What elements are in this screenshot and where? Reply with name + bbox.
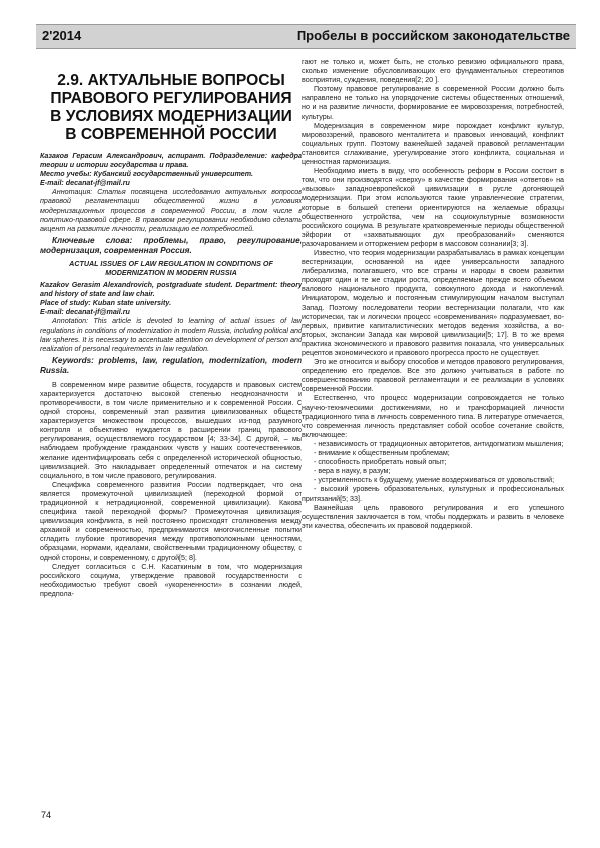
list-item: - внимание к общественным проблемам; — [314, 449, 450, 458]
right-column — [302, 58, 564, 818]
running-header — [36, 24, 576, 49]
body-paragraph: Следует согласиться с С.Н. Касаткиным в том, что модернизация российского социума, утверждение правовой государственности с необходимостью требуют своей «укорененности» в сознании людей, предпола- — [40, 562, 302, 598]
email-ru: E-mail: decanat-jf@mail.ru — [40, 179, 130, 188]
list-item: - высокий уровень образовательных, культурных и профессиональных притязаний[5; 33]. — [302, 485, 564, 503]
author-en: Kazakov Gerasim Alexandrovich, postgraduate student. Department: theory and history of state and law chair. — [40, 281, 302, 299]
keywords-ru: Ключевые слова: проблемы, право, регулирование, модернизация, современная Россия. — [40, 235, 302, 255]
list-item: - независимость от традиционных авторитетов, антидогматизм мышления; — [314, 439, 564, 448]
left-column — [40, 60, 302, 820]
annotation-en: Annotation: This article is devoted to learning of actual issues of law regulations in conditions of modernization in modern Russia, including political and law spheres. It is necessary to accentuate attention on development of person and realization of personal requirements in law regulation. — [40, 317, 302, 353]
body-paragraph: Известно, что теория модернизации разрабатывалась в рамках концепции вестернизации, основанной на идее универсальности западного либерализма, полагавшего, что все страны и народы в своем развитии проходят один и те же стадии роста, определяемые прежде всего объемом валового национального продукта, совокупного дохода и накоплений. Инициатором, моделью и постоянным стимулирующим началом выступал Запад. Поэтому последователи теории вестернизации полагали, что как исторически, так и логически процесс «современивания» подразумевает, во-первых, привитие капиталистических методов ведения хозяйства, а во-вторых, экспансии Запада как мировой цивилизации[5; 17]. В то же время практика экономического и правового развития показала, что универсальных рецептов экономического и правового прогресса просто не существует. — [302, 248, 564, 357]
section-title: Пробелы в российском законодательстве — [296, 28, 570, 43]
body-paragraph: В современном мире развитие обществ, государств и правовых систем характеризуется достаточно высокой степенью неоднозначности и противоречивости, в том числе применительно и к современной России. С одной стороны, современный этап развития цивилизованных обществ характеризуется множеством процессов, вышедших из-под разумного контроля и объективно нуждается в расширении границ правового регулирования, осуществляемого государством [4; 33-34]. С другой, – мы наблюдаем пробуждение гражданских чувств у наших соотечественников, желание идентифицировать себя с определенной исторической общностью, цивилизацией. Это накладывает определенный отпечаток и на систему социального, в том числе правового, регулирования. — [40, 380, 302, 480]
annotation-ru: Аннотация: Статья посвящена исследованию актуальных вопросов правовой регламентации общественной жизни в условиях модернизационных процессов в современной России, в том числе в политико-правовой сфере. В правовом регулировании необходимо сделать акцент на развитие личности, реализацию ее потребностей. — [40, 188, 302, 233]
list-item: - вера в науку, в разум; — [314, 467, 391, 476]
body-paragraph: гают не только и, может быть, не столько ревизию официального права, сколько изменение обусловливающих его фундаментальных стереотипов восприятия, суждения, поведения[2; 20 ]. — [302, 58, 564, 85]
body-paragraph: Естественно, что процесс модернизации сопровождается не только научно-техническими достижениями, но и трансформацией личности традиционного типа в личность современного типа. В литературе отмечается, что современная личность представляет собой особое сочетание свойств, включающее: — [302, 394, 564, 439]
place-of-study-ru: Место учебы: Кубанский государственный университет. — [40, 170, 254, 179]
body-paragraph: Это же относится и выбору способов и методов правового регулирования, определению его пределов. Все это должно учитываться в работе по совершенствованию правовой регламентации и ее реализации в условиях современной России. — [302, 358, 564, 394]
place-of-study-en: Place of study: Kuban state university. — [40, 299, 172, 308]
body-paragraph: Важнейшая цель правового регулирования и его успешного осуществления заключается в том, чтобы поддержать и развить в человеке эти качества, обеспечить их правовой поддержкой. — [302, 503, 564, 530]
email-en: E-mail: decanat-jf@mail.ru — [40, 308, 130, 317]
body-paragraph: Поэтому правовое регулирование в современной России должно быть направлено не только на упорядочение системы общественных отношений, но и на развитие личности, формирование ее мировоззрения, потребностей, культуры. — [302, 85, 564, 121]
list-item: - способность приобретать новый опыт; — [314, 458, 447, 467]
page-number: 74 — [41, 810, 52, 820]
issue-number: 2'2014 — [42, 28, 82, 43]
article-title-en: ACTUAL ISSUES OF LAW REGULATION IN CONDITIONS OF MODERNIZATION IN MODERN RUSSIA — [69, 259, 273, 277]
body-paragraph: Необходимо иметь в виду, что особенность реформ в России состоит в том, что они производятся «сверху» в качестве формирования «ответов» на «вызовы» западноевропейской цивилизации в русле догоняющей модернизации. При этом используются такие управленческие стратегии, которые в большей степени ориентируются на желаемые образцы общественного устройства, чем на социокультурные возможности российского социума. В результате кратковременные периоды общественной эйфории от «захватывающих дух преобразований» сменяются разочарованием и отторжением реформ в массовом сознании[3; 3]. — [302, 167, 564, 248]
keywords-en: Keywords: problems, law, regulation, modernization, modern Russia. — [40, 355, 302, 375]
article-title: 2.9. АКТУАЛЬНЫЕ ВОПРОСЫ ПРАВОВОГО РЕГУЛИРОВАНИЯ В УСЛОВИЯХ МОДЕРНИЗАЦИИ В СОВРЕМЕННОЙ РОССИИ — [50, 72, 292, 143]
list-item: - устремленность к будущему, умение воздерживаться от удовольствий; — [314, 476, 555, 485]
body-paragraph: Модернизация в современном мире порождает конфликт культур, мировоззрений, правового менталитета и правовых инноваций, конфликт социальных групп. Поэтому важнейшей задачей правовой регламентации становится сглаживание, урегулирование этого конфликта, социальная и ценностная гармонизация. — [302, 121, 564, 167]
author-ru: Казаков Герасим Александрович, аспирант. Подразделение: кафедра теории и истории государства и права. — [40, 152, 302, 170]
body-paragraph: Специфика современного развития России подтверждает, что она является промежуточной цивилизацией (переходной формой от традиционной к нетрадиционной, современной цивилизации). Какова специфика такой переходной формы? Промежуточная цивилизация-цивилизация конфликта, в ней постоянно происходят столкновения между архаикой и современностью, предпринимаются многочисленные попытки сгладить глубокие противоречия между противоположными ценностями, образцами, нормами, идеалами, свойственными традиционному обществу, с одной стороны, и современному, с другой[5; 8]. — [40, 480, 302, 562]
